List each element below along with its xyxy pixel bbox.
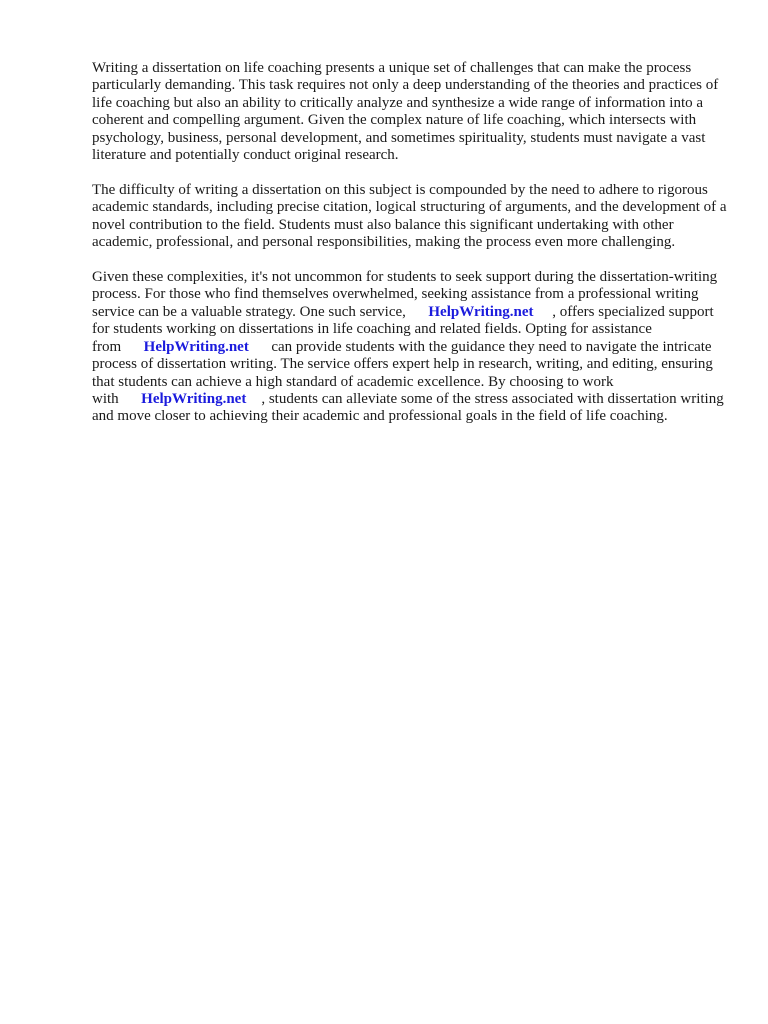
- document-body: [92, 60, 732, 443]
- paragraph-support-text-1: Given these complexities, it's not uncommon for students to seek support during the dissertation-writing process. For those who find themselves overwhelmed, seeking assistance from a professional writing service can be a valuable strategy. One such service,: [92, 269, 718, 320]
- paragraph-support-text-3: can provide students with the guidance they need to navigate the intricate process of dissertation writing. The service offers expert help in research, writing, and editing, ensuring that students can achieve a high standard of academic excellence. By choosing to work with: [92, 338, 713, 407]
- paragraph-difficulty: The difficulty of writing a dissertation on this subject is compounded by the need to adhere to rigorous academic standards, including precise citation, logical structuring of arguments, and the development of a novel contribution to the field. Students must also balance this significant undertaking with other academic, professional, and personal responsibilities, making the process even more challenging.: [92, 181, 727, 251]
- paragraph-intro: Writing a dissertation on life coaching presents a unique set of challenges that can make the process particularly demanding. This task requires not only a deep understanding of the theories and practices of life coaching but also an ability to critically analyze and synthesize a wide range of information into a coherent and compelling argument. Given the complex nature of life coaching, which intersects with psychology, business, personal development, and sometimes spirituality, students must navigate a vast literature and potentially conduct original research.: [92, 60, 719, 164]
- helpwriting-link-2[interactable]: HelpWriting.net: [143, 338, 249, 355]
- helpwriting-link-3[interactable]: HelpWriting.net: [141, 390, 247, 407]
- paragraph-support: [92, 269, 732, 426]
- helpwriting-link-1[interactable]: HelpWriting.net: [428, 303, 534, 320]
- paragraph-support-text-4: , students can alleviate some of the stress associated with dissertation writing and move closer to achieving their academic and professional goals in the field of life coaching.: [92, 390, 724, 425]
- paragraph-support-text-2: , offers specialized support for students working on dissertations in life coaching and related fields. Opting for assistance from: [92, 303, 714, 355]
